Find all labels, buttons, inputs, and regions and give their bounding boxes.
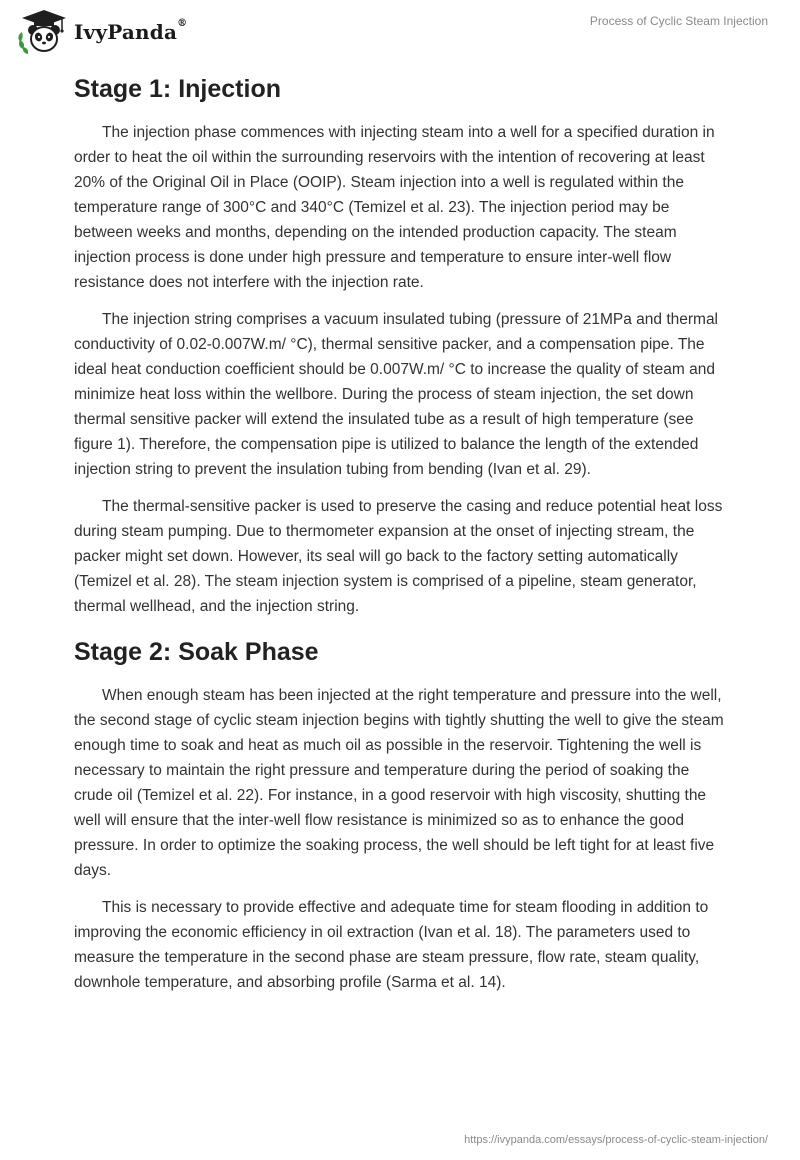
registered-mark: ® xyxy=(177,18,188,29)
section-stage-1 xyxy=(74,70,724,619)
brand-logo[interactable] xyxy=(14,6,187,58)
paragraph: The thermal-sensitive packer is used to preserve the casing and reduce potential heat loss during steam pumping. Due to thermometer expansion at the onset of injecting stream, the packer might set down. However, its seal will go back to the factory setting automatically (Temizel et al. 28). The steam injection system is comprised of a pipeline, steam generator, thermal wellhead, and the injection string. xyxy=(74,498,723,615)
paragraph: This is necessary to provide effective and adequate time for steam flooding in addition to improving the economic efficiency in oil extraction (Ivan et al. 18). The parameters used to measure the temperature in the second phase are steam pressure, flow rate, steam quality, downhole temperature, and absorbing profile (Sarma et al. 14). xyxy=(74,899,709,991)
paragraph: The injection phase commences with injecting steam into a well for a specified duration in order to heat the oil within the surrounding reservoirs with the intention of recovering at least 20% of the Original Oil in Place (OOIP). Steam injection into a well is regulated within the temperature range of 300°C and 340°C (Temizel et al. 23). The injection period may be between weeks and months, depending on the intended production capacity. The steam injection process is done under high pressure and temperature to ensure inter-well flow resistance does not interfere with the injection rate. xyxy=(74,124,715,291)
source-url[interactable]: https://ivypanda.com/essays/process-of-cyclic-steam-injection/ xyxy=(464,1134,768,1146)
section-heading: Stage 1: Injection xyxy=(74,75,281,103)
brand-name: IvyPanda® xyxy=(74,18,188,44)
panda-logo-icon xyxy=(14,8,70,56)
running-title: Process of Cyclic Steam Injection xyxy=(589,14,768,28)
paragraph: When enough steam has been injected at the right temperature and pressure into the well, the second stage of cyclic steam injection begins with tightly shutting the well to give the steam enough time to soak and heat as much oil as possible in the reservoir. Tightening the well is necessary to maintain the right pressure and temperature during the period of soaking the crude oil (Temizel et al. 22). For instance, in a good reservoir with high viscosity, shutting the well will ensure that the inter-well flow resistance is minimized so as to enhance the good pressure. In order to optimize the soaking process, the well should be left tight for at least five days. xyxy=(74,687,724,879)
section-heading: Stage 2: Soak Phase xyxy=(74,638,319,666)
page-header xyxy=(0,0,800,66)
essay-content xyxy=(74,70,724,1007)
section-stage-2 xyxy=(74,633,724,995)
paragraph: The injection string comprises a vacuum insulated tubing (pressure of 21MPa and thermal conductivity of 0.02-0.007W.m/ °C), thermal sensitive packer, and a compensation pipe. The ideal heat conduction coefficient should be 0.007W.m/ °C to increase the quality of steam and minimize heat loss within the wellbore. During the process of steam injection, the set down thermal sensitive packer will extend the insulated tube as a result of high temperature (see figure 1). Therefore, the compensation pipe is utilized to balance the length of the extended injection string to prevent the insulation tubing from bending (Ivan et al. 29). xyxy=(74,311,719,478)
